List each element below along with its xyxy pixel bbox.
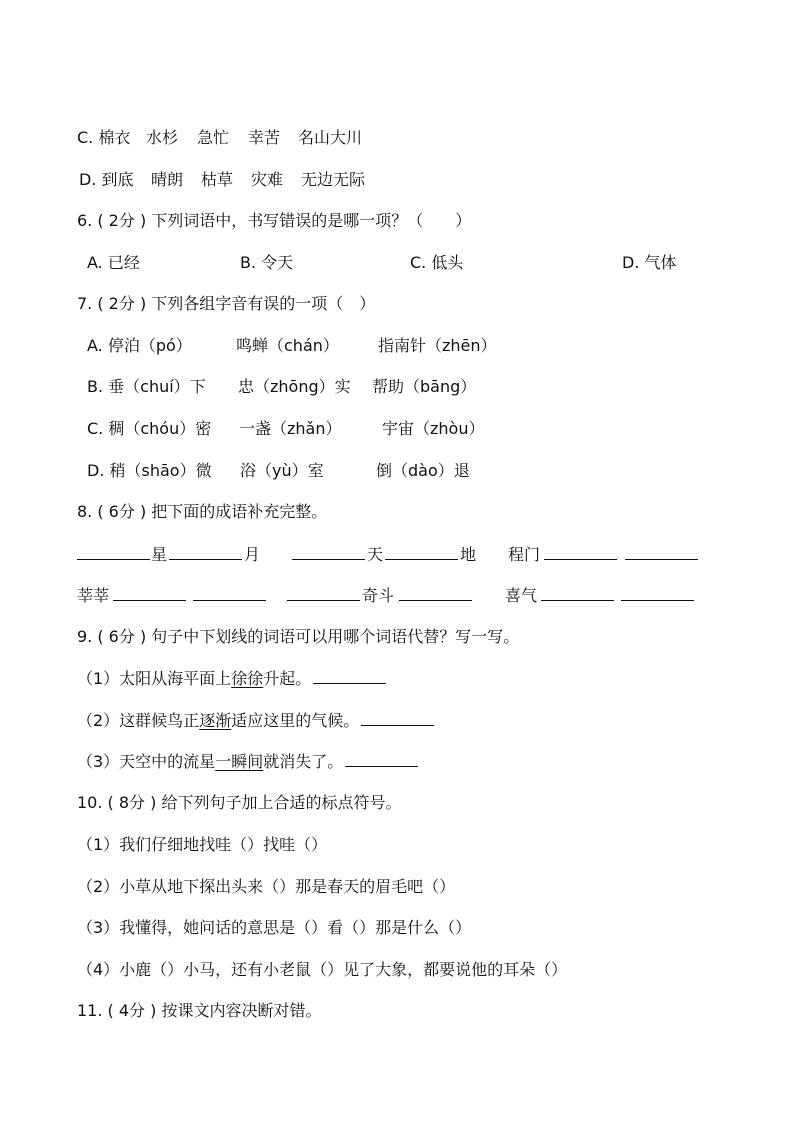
- answer-blank[interactable]: [113, 586, 186, 601]
- answer-blank[interactable]: [292, 545, 365, 560]
- underlined-word: 逐渐: [199, 711, 232, 730]
- pinyin-item: C. 稠（chóu）密: [87, 419, 212, 438]
- answer-blank[interactable]: [345, 752, 418, 767]
- option-b: B. 令天: [240, 253, 294, 272]
- answer-blank[interactable]: [287, 586, 360, 601]
- idiom-char: 喜气: [505, 586, 538, 605]
- option-a: A. 已经: [87, 253, 140, 272]
- answer-blank[interactable]: [541, 586, 614, 601]
- option-c-word: 急忙: [197, 128, 230, 147]
- answer-blank[interactable]: [361, 711, 434, 726]
- option-c-word: 名山大川: [298, 128, 363, 147]
- answer-blank[interactable]: [193, 586, 266, 601]
- sentence-item: （2）这群候鸟正逐渐适应这里的气候。: [77, 711, 434, 731]
- question-9-title: 9. ( 6分 ) 句子中下划线的词语可以用哪个词语代替？写一写。: [77, 627, 520, 646]
- question-6-title: 6. ( 2分 ) 下列词语中，书写错误的是哪一项？（ ）: [77, 211, 472, 230]
- question-11-title: 11. ( 4分 ) 按课文内容决断对错。: [77, 1001, 322, 1020]
- option-d: D. 气体: [622, 253, 677, 272]
- option-c-word: 水杉: [146, 128, 179, 147]
- pinyin-item: 宇宙（zhòu）: [382, 419, 485, 438]
- idiom-char: 地: [460, 545, 477, 564]
- answer-blank[interactable]: [544, 545, 617, 560]
- pinyin-item: 指南针（zhēn）: [378, 336, 497, 355]
- sentence-item: （1）太阳从海平面上徐徐升起。: [77, 669, 386, 689]
- idiom-char: 奇斗: [362, 586, 395, 605]
- pinyin-item: 倒（dào）退: [376, 461, 470, 480]
- answer-blank[interactable]: [399, 586, 472, 601]
- option-c-word: 幸苦: [248, 128, 281, 147]
- question-8-title: 8. ( 6分 ) 把下面的成语补充完整。: [77, 502, 328, 521]
- pinyin-item: 忠（zhōng）实: [238, 377, 351, 396]
- pinyin-item: D. 稍（shāo）微: [87, 461, 212, 480]
- pinyin-item: B. 垂（chuí）下: [87, 377, 206, 396]
- option-c-label: C. 棉衣: [77, 128, 131, 147]
- sentence-item: （4）小鹿（）小马，还有小老鼠（）见了大象，都要说他的耳朵（）: [77, 960, 568, 979]
- pinyin-item: A. 停泊（pó）: [87, 336, 192, 355]
- option-d-word: 枯草: [201, 170, 234, 189]
- idiom-char: 天: [367, 545, 384, 564]
- option-d-label: D. 到底: [79, 170, 134, 189]
- question-7-title: 7. ( 2分 ) 下列各组字音有误的一项（ ）: [77, 294, 376, 313]
- option-c: C. 低头: [410, 253, 464, 272]
- answer-blank[interactable]: [313, 669, 386, 684]
- option-d-word: 晴朗: [151, 170, 184, 189]
- idiom-char: 莘莘: [77, 586, 110, 605]
- answer-blank[interactable]: [625, 545, 698, 560]
- answer-blank[interactable]: [621, 586, 694, 601]
- idiom-char: 星: [151, 545, 168, 564]
- underlined-word: 徐徐: [231, 669, 264, 688]
- sentence-item: （1）我们仔细地找哇（）找哇（）: [77, 835, 328, 854]
- pinyin-item: 一盏（zhǎn）: [239, 419, 342, 438]
- pinyin-item: 鸣蝉（chán）: [236, 336, 339, 355]
- option-d-word: 灾难: [251, 170, 284, 189]
- answer-blank[interactable]: [77, 545, 150, 560]
- pinyin-item: 帮助（bāng）: [372, 377, 477, 396]
- answer-blank[interactable]: [169, 545, 242, 560]
- pinyin-item: 浴（yù）室: [240, 461, 324, 480]
- option-d-word: 无边无际: [301, 170, 366, 189]
- idiom-char: 月: [244, 545, 261, 564]
- sentence-item: （2）小草从地下探出头来（）那是春天的眉毛吧（）: [77, 877, 456, 896]
- sentence-item: （3）天空中的流星一瞬间就消失了。: [77, 752, 418, 772]
- underlined-word: 一瞬间: [215, 752, 264, 771]
- sentence-item: （3）我懂得，她问话的意思是（）看（）那是什么（）: [77, 918, 472, 937]
- answer-blank[interactable]: [385, 545, 458, 560]
- question-10-title: 10. ( 8分 ) 给下列句子加上合适的标点符号。: [77, 793, 402, 812]
- idiom-char: 程门: [508, 545, 541, 564]
